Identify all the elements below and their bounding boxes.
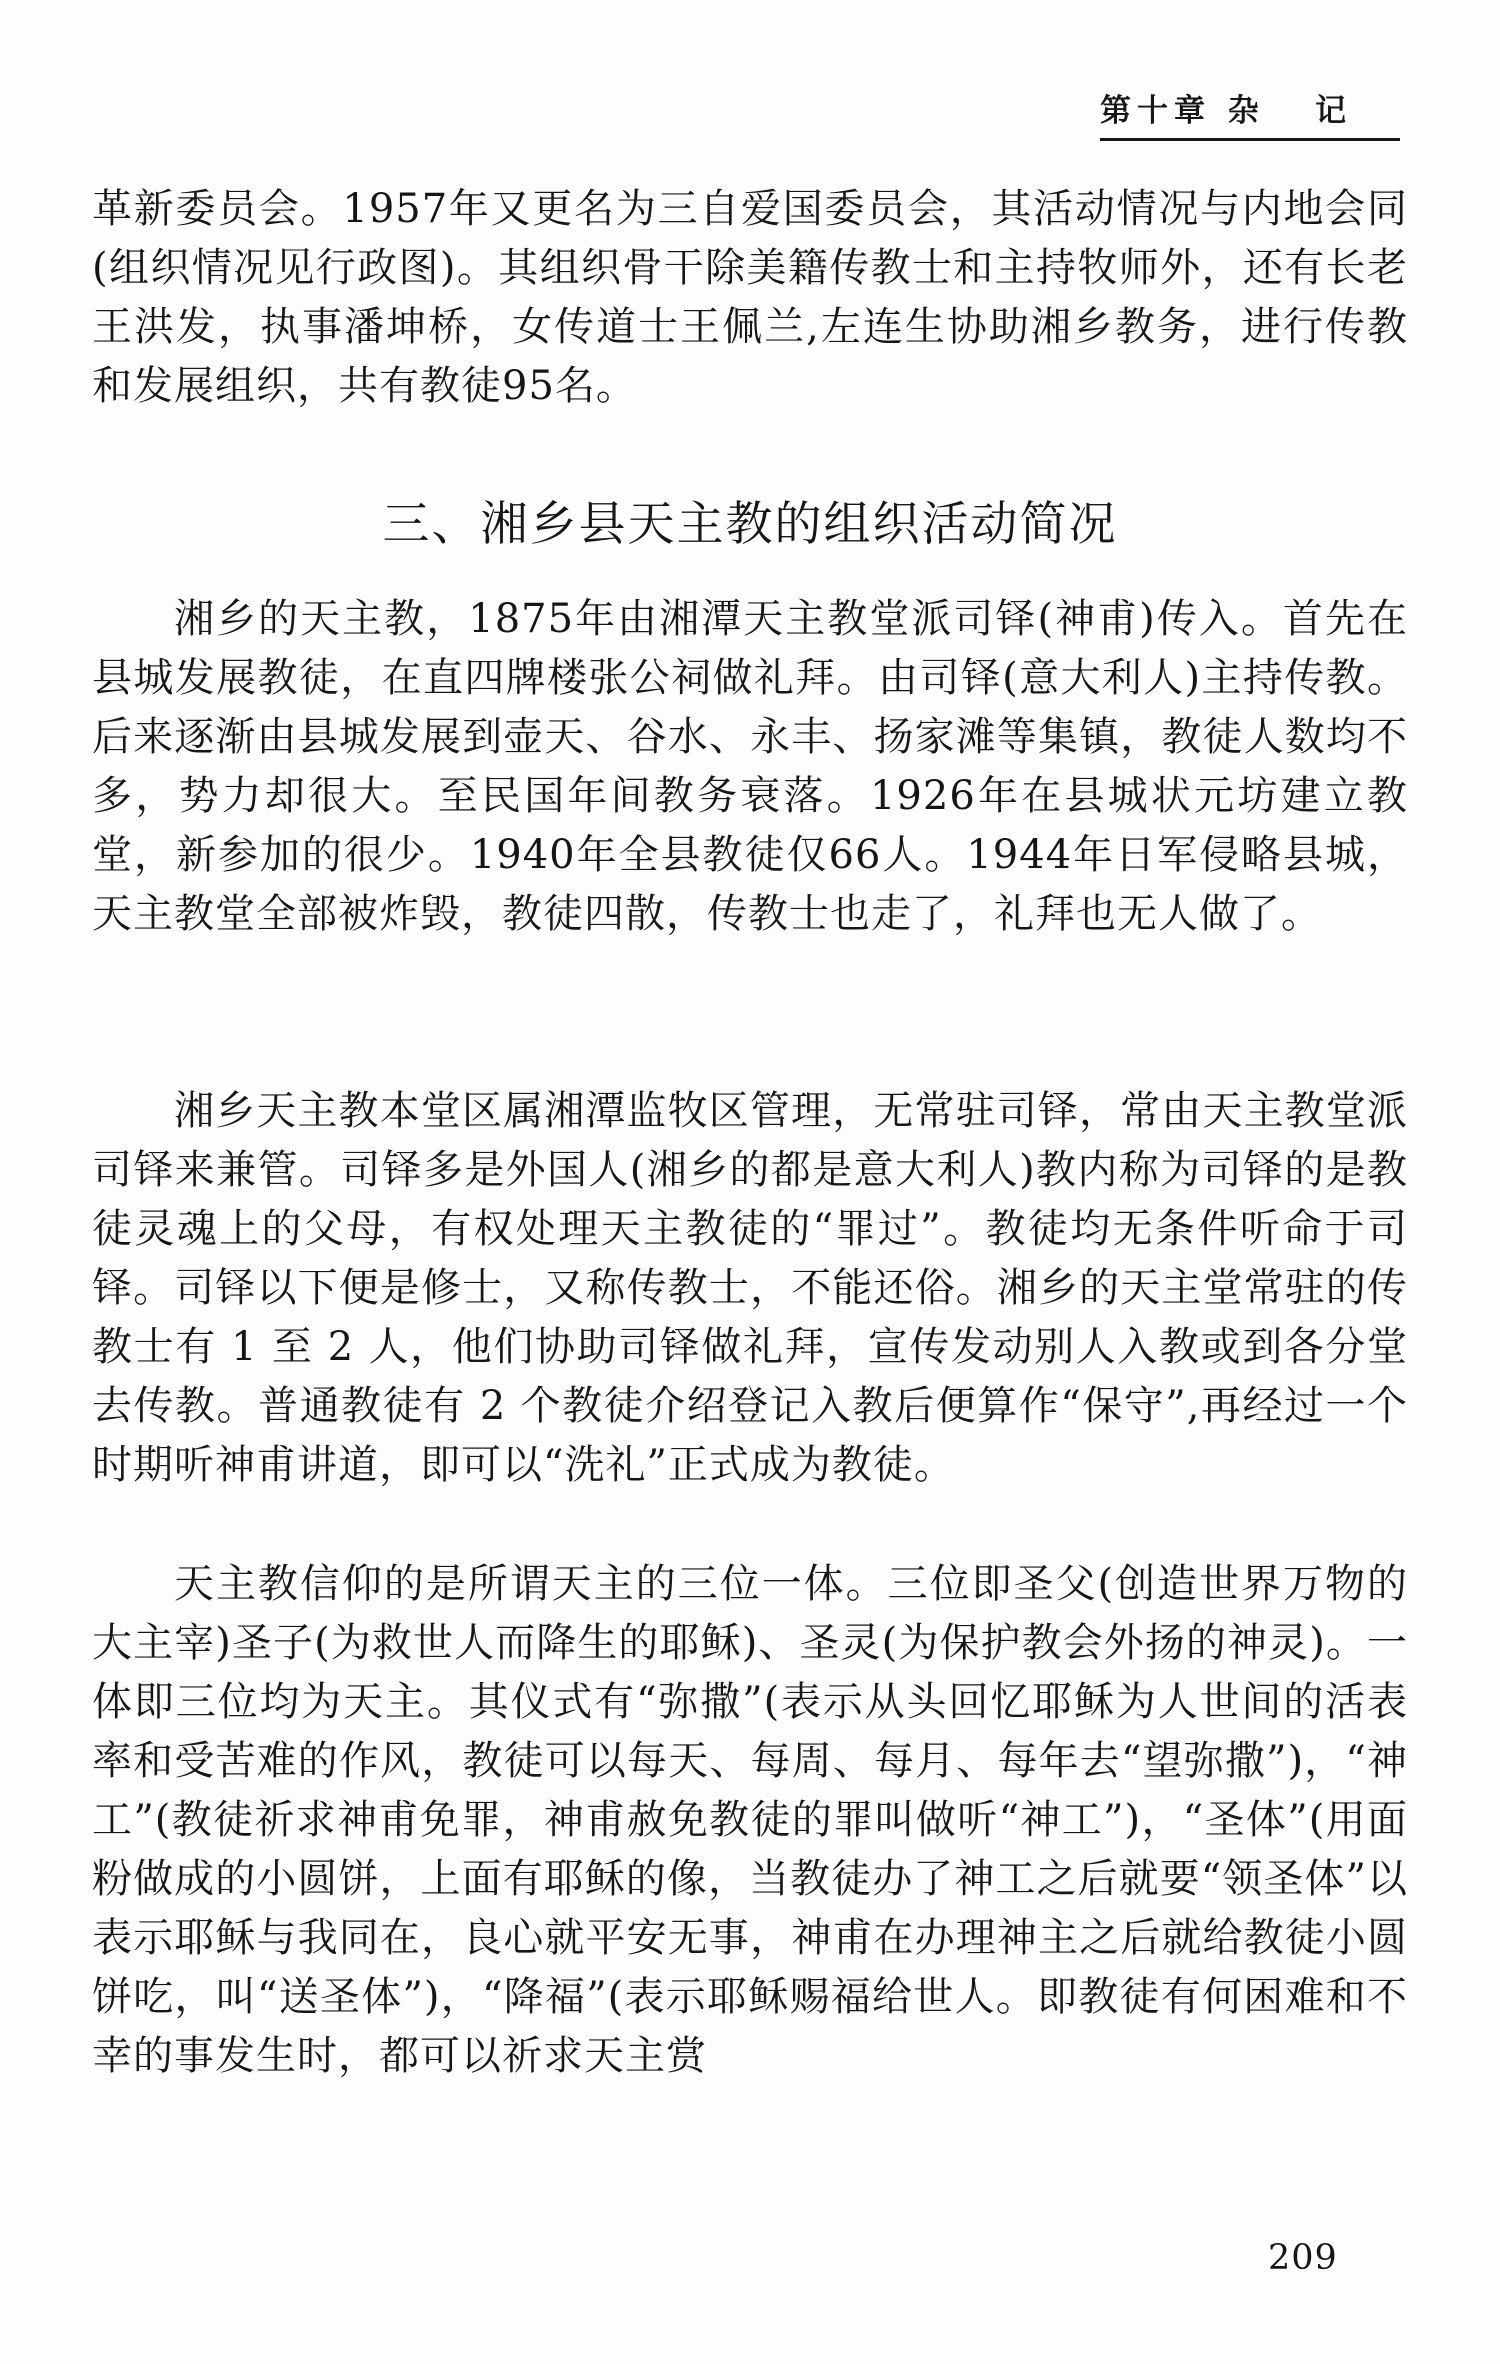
text-block-3 bbox=[92, 1082, 1408, 1495]
text-block-1 bbox=[92, 180, 1408, 416]
page-number: 209 bbox=[1268, 2238, 1338, 2278]
paragraph-continuation: 革新委员会。1957年又更名为三自爱国委员会，其活动情况与内地会同(组织情况见行政图)。其组织骨干除美籍传教士和主持牧师外，还有长老王洪发，执事潘坤桥，女传道士王佩兰,左连生协助湘乡教务，进行传教和发展组织，共有教徒95名。 bbox=[92, 186, 1408, 409]
paragraph-doctrine: 天主教信仰的是所谓天主的三位一体。三位即圣父(创造世界万物的大主宰)圣子(为救世人而降生的耶稣)、圣灵(为保护教会外扬的神灵)。一体即三位均为天主。其仪式有“弥撒”(表示从头回忆耶稣为人世间的活表率和受苦难的作风，教徒可以每天、每周、每月、每年去“望弥撒”)，“神工”(教徒祈求神甫免罪，神甫赦免教徒的罪叫做听“神工”)，“圣体”(用面粉做成的小圆饼，上面有耶稣的像，当教徒办了神工之后就要“领圣体”以表示耶稣与我同在，良心就平安无事，神甫在办理神主之后就给教徒小圆饼吃，叫“送圣体”)，“降福”(表示耶稣赐福给世人。即教徒有何困难和不幸的事发生时，都可以祈求天主赏 bbox=[92, 1561, 1408, 2079]
paragraph-organization: 湘乡天主教本堂区属湘潭监牧区管理，无常驻司铎，常由天主教堂派司铎来兼管。司铎多是外国人(湘乡的都是意大利人)教内称为司铎的是教徒灵魂上的父母，有权处理天主教徒的“罪过”。教徒均无条件听命于司铎。司铎以下便是修士，又称传教士，不能还俗。湘乡的天主堂常驻的传教士有 1 至 2 人，他们协助司铎做礼拜，宣传发动别人入教或到各分堂去传教。普通教徒有 2 个教徒介绍登记入教后便算作“保守”,再经过一个时期听神甫讲道，即可以“洗礼”正式成为教徒。 bbox=[92, 1088, 1408, 1488]
running-head: 第十章 杂 记 bbox=[1100, 92, 1400, 141]
paragraph-history: 湘乡的天主教，1875年由湘潭天主教堂派司铎(神甫)传入。首先在县城发展教徒，在直四牌楼张公祠做礼拜。由司铎(意大利人)主持传教。后来逐渐由县城发展到壶天、谷水、永丰、扬家滩等集镇，教徒人数均不多，势力却很大。至民国年间教务衰落。1926年在县城状元坊建立教堂，新参加的很少。1940年全县教徒仅66人。1944年日军侵略县城，天主教堂全部被炸毁，教徒四散，传教士也走了，礼拜也无人做了。 bbox=[92, 596, 1408, 937]
section-title: 三、湘乡县天主教的组织活动简况 bbox=[382, 497, 1118, 552]
text-block-4 bbox=[92, 1555, 1408, 2086]
text-block-2 bbox=[92, 590, 1408, 944]
